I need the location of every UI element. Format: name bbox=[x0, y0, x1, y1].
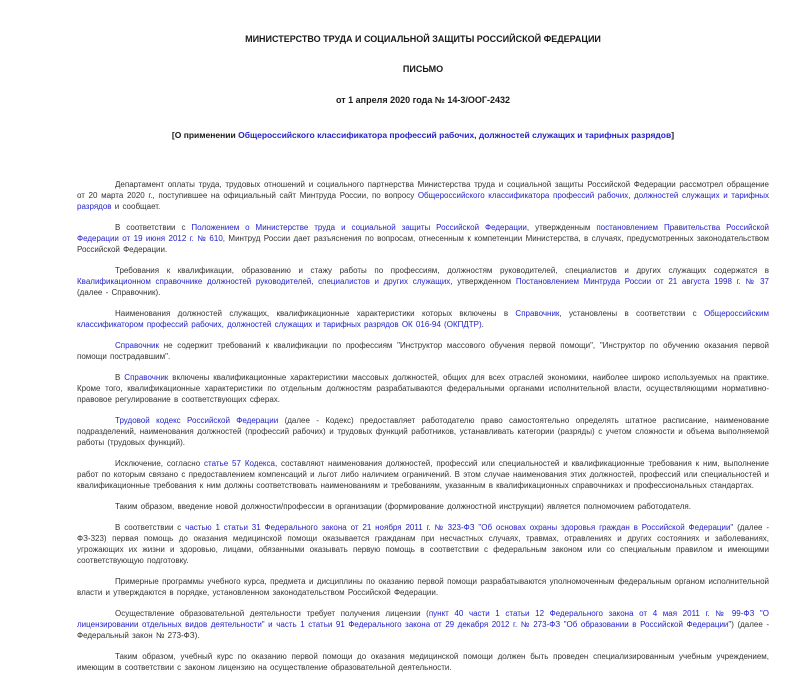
document-link[interactable]: Справочник bbox=[124, 373, 169, 382]
paragraph bbox=[77, 651, 769, 673]
text-run: Департамент оплаты труда, трудовых отношений и социального партнерства Министерства труда и социальной защиты Российской Федерации рассмотрел обращение от 20 марта 2020 г., поступившее на официальный сайт Минтруда России, по вопросу bbox=[77, 180, 769, 200]
subject-line bbox=[77, 130, 769, 141]
text-run: В bbox=[115, 373, 125, 382]
paragraph bbox=[77, 265, 769, 298]
document-link[interactable]: постановлением Правительства Российской Федерации от 19 июня 2012 г. № 610 bbox=[77, 223, 770, 243]
document-link[interactable]: Общероссийского классификатора профессий рабочих, должностей служащих и тарифных разрядов bbox=[238, 130, 672, 140]
document-link[interactable]: Квалификационном справочнике должностей руководителей, специалистов и других служащих bbox=[77, 277, 451, 286]
document-link[interactable]: Положением о Министерстве труда и социальной защиты Российской Федерации bbox=[191, 223, 527, 232]
document-date-number: от 1 апреля 2020 года № 14-3/ООГ-2432 bbox=[335, 95, 511, 105]
paragraph bbox=[77, 415, 769, 448]
text-run: В соответствии с bbox=[115, 223, 192, 232]
paragraph bbox=[77, 372, 769, 405]
text-run: и сообщает. bbox=[111, 202, 161, 211]
document-link[interactable]: Справочник bbox=[115, 341, 159, 350]
text-run: , утвержденном bbox=[450, 277, 516, 286]
document-body bbox=[77, 179, 769, 673]
document-link[interactable]: Постановлением Минтруда России от 21 августа 1998 г. № 37 bbox=[515, 277, 769, 286]
text-run: (далее - Кодекс) предоставляет работодателю право самостоятельно определять штатное расписание, наименование подразделений, наименования должностей (профессий рабочих) и трудовых функций работников, устанавливать категории (разряды) с учетом сложности и объема выполняемой работы (трудовых функций). bbox=[77, 416, 770, 447]
text-run: , составляют наименования должностей, профессий или специальностей и квалификационные требования к ним, выполнение работ по которым связано с предоставлением компенсаций и льгот либо наличием ограничений. В этом случае наименования этих должностей, профессий или специальностей и квалификационные требования к ним должны соответствовать наименованиям и требованиям, указанным в квалификационных справочниках и профессиональных стандартах. bbox=[77, 459, 770, 490]
text-run: Таким образом, учебный курс по оказанию первой помощи до оказания медицинской помощи должен быть проведен специализированным учебным учреждением, имеющим в соответствии с законом лицензию на осуществление образовательной деятельности. bbox=[77, 652, 769, 672]
paragraph bbox=[77, 501, 769, 512]
text-run: Исключение, согласно bbox=[115, 459, 205, 468]
text-run: включены квалификационные характеристики массовых должностей, общих для всех отраслей экономики, наиболее широко используемых на практике. Кроме того, квалификационные характеристики по отдельным должностям разрабатываются федеральными органами исполнительной власти, осуществляющими нормативно-правовое регулирование в соответствующих сферах. bbox=[77, 373, 770, 404]
text-run: , Минтруд России дает разъяснения по вопросам, отнесенным к компетенции Министерства, в случаях, предусмотренных законодательством Российской Федерации. bbox=[77, 234, 769, 254]
document-link[interactable]: пункт 40 части 1 статьи 12 Федерального закона от 4 мая 2011 г. № 99-ФЗ "О лицензировании отдельных видов деятельности" и часть 1 статьи 91 Федерального закона от 29 декабря 2012 г. № 273-ФЗ "Об образовании в Российской Федерации" bbox=[77, 609, 769, 629]
text-run: Примерные программы учебного курса, предмета и дисциплины по оказанию первой помощи разрабатываются уполномоченным федеральным органом исполнительной власти и утверждаются в порядке, установленном законодательством Российской Федерации. bbox=[77, 577, 769, 597]
text-run: , установлены в соответствии с bbox=[559, 309, 704, 318]
document-link[interactable]: Трудовой кодекс Российской Федерации bbox=[115, 416, 279, 425]
document-link[interactable]: Общероссийского классификатора профессий рабочих, должностей служащих и тарифных разрядов bbox=[77, 191, 769, 211]
text-run: Наименования должностей служащих, квалификационные характеристики которых включены в bbox=[115, 309, 516, 318]
document-type: ПИСЬМО bbox=[402, 64, 444, 74]
text-run: В соответствии с bbox=[115, 523, 186, 532]
document-link[interactable]: статье 57 Кодекса bbox=[204, 459, 275, 468]
paragraph bbox=[77, 576, 769, 598]
document-link[interactable]: Справочник bbox=[515, 309, 560, 318]
document-link[interactable]: Общероссийским классификатором профессий рабочих, должностей служащих и тарифных разрядов ОК 016-94 (ОКПДТР) bbox=[77, 309, 769, 329]
paragraph bbox=[77, 308, 769, 330]
text-run: Осуществление образовательной деятельности требует получения лицензии ( bbox=[115, 609, 429, 618]
paragraph bbox=[77, 608, 769, 641]
text-run: (далее - Справочник). bbox=[77, 288, 161, 297]
text-run: (далее - ФЗ-323) первая помощь до оказания медицинской помощи оказывается гражданам при несчастных случаях, травмах, отравлениях и других состояниях и заболеваниях, угрожающих их жизни и здоровью, лицами, обязанными оказывать первую помощь в соответствии с федеральным законом или со специальным правилом и имеющими соответствующую подготовку. bbox=[77, 523, 769, 565]
text-run: [О применении bbox=[171, 130, 239, 140]
text-run: Требования к квалификации, образованию и стажу работы по профессиям, должностям руководителей, специалистов и других служащих содержатся в bbox=[115, 266, 769, 275]
document-header bbox=[77, 34, 769, 141]
text-run: Таким образом, введение новой должности/профессии в организации (формирование должностной инструкции) является полномочием работодателя. bbox=[115, 502, 691, 511]
paragraph bbox=[77, 179, 769, 212]
text-run: ) (далее - Федеральный закон № 273-ФЗ). bbox=[77, 620, 770, 640]
document-link[interactable]: частью 1 статьи 31 Федерального закона от 21 ноября 2011 г. № 323-ФЗ "Об основах охраны здоровья граждан в Российской Федерации" bbox=[185, 523, 734, 532]
paragraph bbox=[77, 222, 769, 255]
text-run: . bbox=[481, 320, 484, 329]
text-run: не содержит требований к квалификации по профессиям "Инструктор массового обучения первой помощи", "Инструктор по обучению оказания первой помощи пострадавшим". bbox=[77, 341, 769, 361]
paragraph bbox=[77, 340, 769, 362]
ministry-title: МИНИСТЕРСТВО ТРУДА И СОЦИАЛЬНОЙ ЗАЩИТЫ РОССИЙСКОЙ ФЕДЕРАЦИИ bbox=[245, 34, 601, 44]
paragraph bbox=[77, 458, 769, 491]
text-run: ] bbox=[671, 130, 675, 140]
text-run: , утвержденным bbox=[526, 223, 597, 232]
paragraph bbox=[77, 522, 769, 566]
